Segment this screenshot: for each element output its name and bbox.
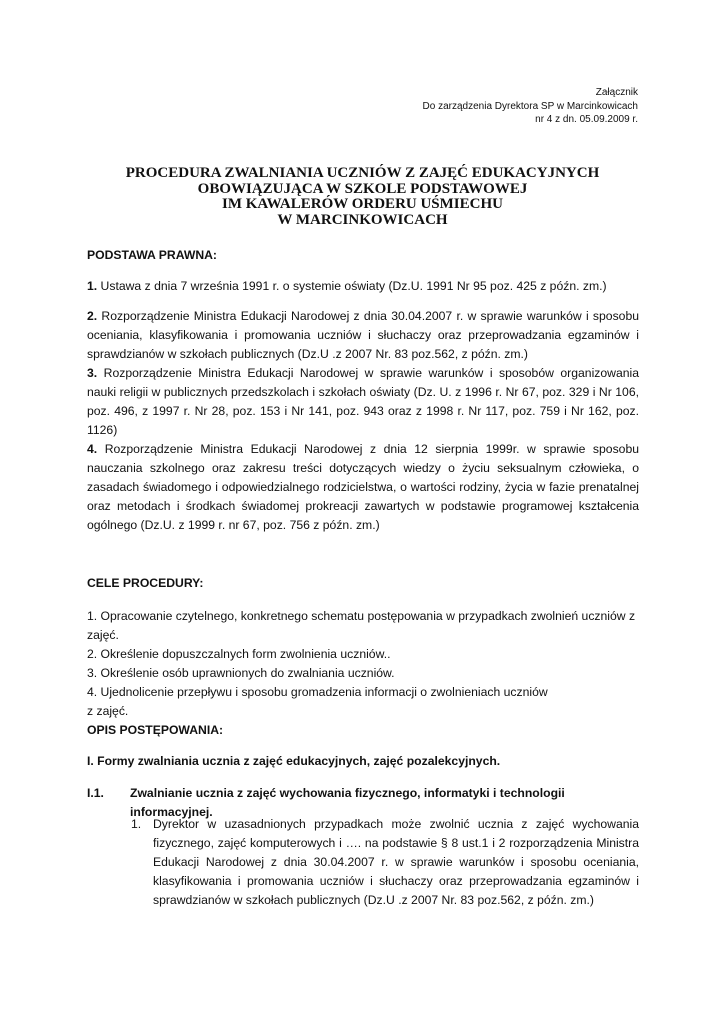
attachment-note: [423, 86, 638, 127]
goal-item: 3. Określenie osób uprawnionych do zwalniania uczniów.: [87, 666, 395, 680]
legal-basis-item-2: [87, 307, 639, 364]
attachment-number-date: nr 4 z dn. 05.09.2009 r.: [535, 114, 638, 125]
attachment-label: Załącznik: [595, 87, 638, 98]
legal-basis-item-number: 3.: [87, 366, 98, 380]
legal-basis-item-text: Rozporządzenie Ministra Edukacji Narodowej z dnia 30.04.2007 r. w sprawie warunków i sposobu oceniania, klasyfikowania i promowania uczniów i słuchaczy oraz przeprowadzania egzaminów i sprawdzianów w szkołach publicznych (Dz.U .z 2007 Nr. 83 poz.562, z późn. zm.): [87, 309, 639, 361]
legal-basis-item-1: [87, 277, 639, 296]
legal-basis-item-number: 1.: [87, 279, 98, 293]
legal-basis-item-number: 2.: [87, 309, 98, 323]
subsection-code: I.1.: [87, 786, 104, 800]
legal-basis-heading: PODSTAWA PRAWNA:: [87, 248, 217, 262]
goals-list: [87, 607, 639, 721]
goal-item: 4. Ujednolicenie przepływu i sposobu gromadzenia informacji o zwolnieniach uczniów: [87, 685, 548, 699]
title-line-4: W MARCINKOWICACH: [277, 211, 448, 228]
procedure-heading: OPIS POSTĘPOWANIA:: [87, 723, 224, 737]
legal-basis-item-4: [87, 440, 639, 535]
subsection-title: Zwalnianie ucznia z zajęć wychowania fizycznego, informatyki i technologii informacyjnej.: [130, 786, 565, 819]
attachment-reference: Do zarządzenia Dyrektora SP w Marcinkowicach: [422, 100, 638, 112]
goals-heading: CELE PROCEDURY:: [87, 576, 204, 590]
title-line-3: IM KAWALERÓW ORDERU UŚMIECHU: [221, 196, 503, 212]
goal-item: 2. Określenie dopuszczalnych form zwolnienia uczniów..: [87, 647, 391, 661]
point-text: Dyrektor w uzasadnionych przypadkach może zwolnić ucznia z zajęć wychowania fizycznego, zajęć komputerowych i …. na podstawie § 8 ust.1 i 2 rozporządzenia Ministra Edukacji Narodowej z dnia 30.04.2007 r. w sprawie warunków i sposobu oceniania, klasyfikowania i promowania uczniów i słuchaczy oraz przeprowadzania egzaminów i sprawdzianów w szkołach publicznych (Dz.U .z 2007 Nr. 83 poz.562, z późn. zm.): [153, 817, 639, 907]
document-title: [0, 166, 725, 228]
legal-basis-item-text: Rozporządzenie Ministra Edukacji Narodowej z dnia 12 sierpnia 1999r. w sprawie sposobu nauczania szkolnego oraz zakresu treści dotyczących wiedzy o życiu seksualnym człowieka, o zasadach świadomego i odpowiedzialnego rodzicielstwa, o wartości rodziny, życia w fazie prenatalnej oraz metodach i środkach świadomej prokreacji zawartych w podstawie programowej kształcenia ogólnego (Dz.U. z 1999 r. nr 67, poz. 756 z późn. zm.): [87, 442, 639, 532]
title-line-1: PROCEDURA ZWALNIANIA UCZNIÓW Z ZAJĘĆ EDUKACYJNYCH: [125, 165, 600, 181]
goal-item: 1. Opracowanie czytelnego, konkretnego schematu postępowania w przypadkach zwolnień uczniów z zajęć.: [87, 609, 636, 642]
procedure-section-title: I. Formy zwalniania ucznia z zajęć edukacyjnych, zajęć pozalekcyjnych.: [87, 754, 501, 768]
goal-item: z zajęć.: [87, 704, 129, 718]
point-marker: 1.: [131, 817, 142, 831]
legal-basis-item-text: Ustawa z dnia 7 września 1991 r. o systemie oświaty (Dz.U. 1991 Nr 95 poz. 425 z późn. zm.): [97, 279, 607, 293]
procedure-point-1: [131, 815, 639, 910]
title-line-2: OBOWIĄZUJĄCA W SZKOLE PODSTAWOWEJ: [197, 180, 528, 197]
legal-basis-item-number: 4.: [87, 442, 98, 456]
legal-basis-item-text: Rozporządzenie Ministra Edukacji Narodowej w sprawie warunków i sposobów organizowania nauki religii w publicznych przedszkolach i szkołach oświaty (Dz. U. z 1996 r. Nr 67, poz. 329 i Nr 106, poz. 496, z 1997 r. Nr 28, poz. 153 i Nr 141, poz. 943 oraz z 1998 r. Nr 117, poz. 759 i Nr 162, poz. 1126): [87, 366, 639, 437]
legal-basis-item-3: [87, 364, 639, 440]
